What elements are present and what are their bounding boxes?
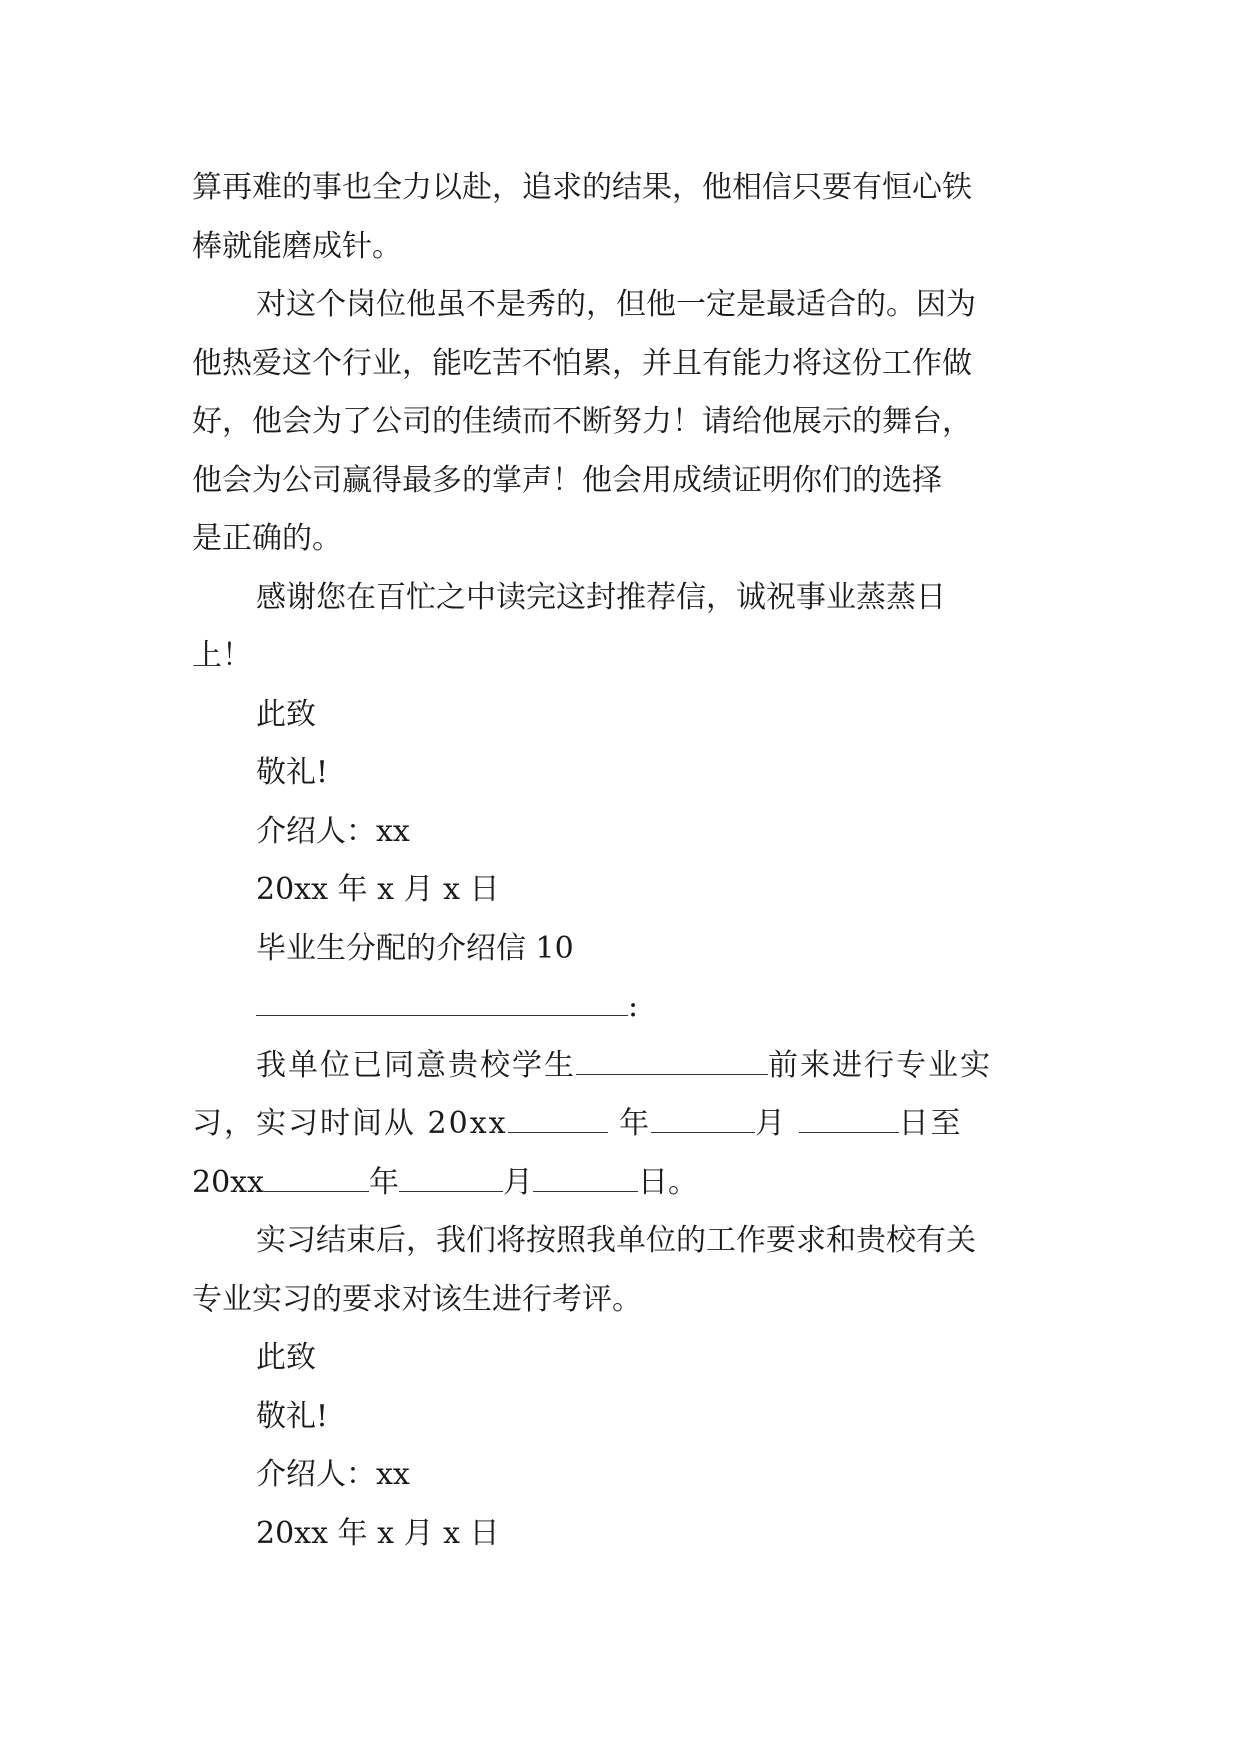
start-day-blank[interactable]: [799, 1110, 899, 1133]
internship-text: 前来进行专业实: [768, 1047, 992, 1083]
internship-line-1: [192, 1037, 1062, 1096]
date-line: 20xx 年 x 月 x 日: [256, 1515, 500, 1551]
text-line: 好，他会为了公司的佳绩而不断努力！请给他展示的舞台，: [192, 404, 972, 439]
closing-greeting: 此致: [256, 696, 316, 732]
recipient-line: [192, 978, 1062, 1037]
paragraph-line: 对这个岗位他虽不是秀的，但他一定是最适合的。因为: [256, 287, 976, 322]
date-line: 20xx 年 x 月 x 日: [256, 872, 500, 907]
introducer-line: 介绍人：xx: [256, 813, 410, 849]
closing-salute: 敬礼!: [256, 1398, 329, 1434]
text-line: 算再难的事也全力以赴，追求的结果，他相信只要有恒心铁: [192, 170, 972, 205]
month-label: 月: [755, 1106, 788, 1141]
month-label: 月: [503, 1164, 534, 1200]
paragraph-line: 感谢您在百忙之中读完这封推荐信，诚祝事业蒸蒸日: [256, 579, 946, 615]
text-line: 他会为公司赢得最多的掌声！他会用成绩证明你们的选择: [192, 462, 942, 498]
internship-text: 20xx: [192, 1164, 265, 1200]
text-line: 上！: [192, 638, 252, 673]
internship-text: 日至: [898, 1106, 963, 1141]
introducer-line: 介绍人：xx: [256, 1457, 410, 1492]
section-title: 毕业生分配的介绍信 10: [256, 930, 574, 966]
recipient-colon: :: [628, 989, 639, 1024]
recipient-blank[interactable]: [256, 993, 628, 1016]
internship-text: 我单位已同意贵校学生: [256, 1047, 576, 1083]
internship-line-2: [192, 1095, 1062, 1154]
end-month-blank[interactable]: [399, 1169, 503, 1192]
text-line: 他热爱这个行业，能吃苦不怕累，并且有能力将这份工作做: [192, 345, 972, 381]
internship-line-3: [192, 1154, 1062, 1213]
start-month-blank[interactable]: [651, 1110, 755, 1133]
year-label: 年: [369, 1164, 400, 1200]
text-line: 棒就能磨成针。: [192, 228, 402, 264]
text-line: 是正确的。: [192, 521, 342, 556]
paragraph-line: 实习结束后，我们将按照我单位的工作要求和贵校有关: [256, 1223, 976, 1258]
closing-salute: 敬礼!: [256, 755, 329, 790]
closing-greeting: 此致: [256, 1340, 316, 1375]
start-year-blank[interactable]: [508, 1110, 608, 1133]
text-line: 专业实习的要求对该生进行考评。: [192, 1281, 642, 1317]
internship-text: 习，实习时间从 20xx: [192, 1106, 508, 1141]
internship-text: 日。: [638, 1164, 699, 1200]
end-day-blank[interactable]: [533, 1169, 638, 1192]
student-name-blank[interactable]: [576, 1052, 768, 1075]
document-body: [192, 159, 1062, 1563]
year-label: 年: [619, 1106, 652, 1141]
end-year-blank[interactable]: [264, 1169, 369, 1192]
